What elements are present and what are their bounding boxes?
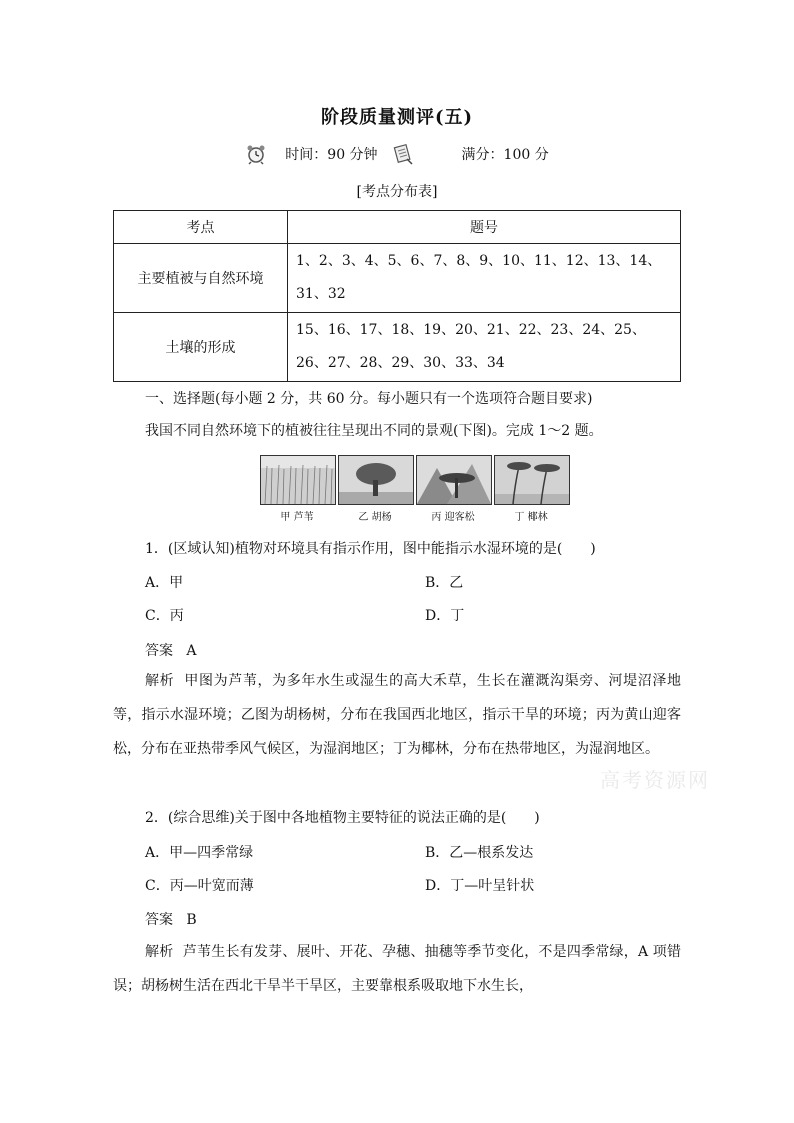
reed-photo — [260, 455, 336, 505]
distribution-title: [考点分布表] — [356, 184, 438, 200]
watermark: 高考资源网 — [600, 768, 710, 792]
row-questions: 15、16、17、18、19、20、21、22、23、24、25、26、27、28、29、30、33、34 — [288, 313, 681, 382]
distribution-table — [113, 210, 681, 382]
answer-label: 答案 — [145, 912, 173, 928]
full-score: 满分：100 分 — [461, 147, 549, 163]
q2-option-d: D．丁—叶呈针状 — [425, 878, 535, 894]
table-header-row — [114, 211, 681, 244]
answer-value: B — [186, 912, 197, 928]
pine-photo — [416, 455, 492, 505]
q2-option-a: A．甲—四季常绿 — [145, 845, 254, 861]
exam-meta — [0, 143, 794, 165]
answer-value: A — [186, 643, 197, 659]
header-questions: 题号 — [288, 211, 681, 244]
q2-analysis — [113, 935, 681, 1003]
exam-paper-icon — [392, 143, 414, 165]
section-heading: 一、选择题(每小题 2 分，共 60 分。每小题只有一个选项符合题目要求) — [145, 391, 593, 407]
analysis-text: 芦苇生长有发芽、展叶、开花、孕穗、抽穗等季节变化，不是四季常绿，A 项错误；胡杨树生活在西北干旱半干旱区，主要靠根系吸取地下水生长， — [113, 944, 682, 994]
photo-caption: 甲 芦苇 — [280, 512, 314, 523]
q1-answer — [145, 640, 196, 660]
intro-text: 我国不同自然环境下的植被往往呈现出不同的景观(下图)。完成 1～2 题。 — [145, 423, 603, 439]
q1-option-c: C．丙 — [145, 608, 184, 624]
row-point: 土壤的形成 — [114, 313, 288, 382]
photo-caption: 乙 胡杨 — [358, 512, 392, 523]
poplar-photo — [338, 455, 414, 505]
q1-option-d: D．丁 — [425, 608, 465, 624]
header-point: 考点 — [114, 211, 288, 244]
row-point: 主要植被与自然环境 — [114, 244, 288, 313]
analysis-label: 解析 — [145, 673, 175, 689]
answer-label: 答案 — [145, 643, 173, 659]
q2-option-b: B．乙—根系发达 — [425, 845, 534, 861]
analysis-text: 甲图为芦苇，为多年水生或湿生的高大禾草，生长在灌溉沟渠旁、河堤沼泽地等，指示水湿环境；乙图为胡杨树，分布在我国西北地区，指示干旱的环境；丙为黄山迎客松，分布在亚热带季风气候区，为湿润地区；丁为椰林，分布在热带地区，为湿润地区。 — [113, 673, 682, 757]
photo-caption: 丙 迎客松 — [431, 512, 475, 523]
q1-analysis — [113, 664, 681, 766]
analysis-label: 解析 — [145, 944, 174, 960]
question-2-stem: 2．(综合思维)关于图中各地植物主要特征的说法正确的是( ) — [145, 810, 540, 826]
vegetation-photos — [260, 455, 580, 521]
q1-option-a: A．甲 — [145, 575, 184, 591]
alarm-clock-icon — [245, 143, 267, 165]
q2-option-c: C．丙—叶宽而薄 — [145, 878, 254, 894]
q1-option-b: B．乙 — [425, 575, 464, 591]
time-limit: 时间：90 分钟 — [285, 147, 378, 163]
coconut-photo — [494, 455, 570, 505]
table-row — [114, 244, 681, 313]
question-1-stem: 1．(区域认知)植物对环境具有指示作用，图中能指示水湿环境的是( ) — [145, 541, 596, 557]
q2-answer — [145, 909, 197, 929]
page-title: 阶段质量测评(五) — [320, 107, 474, 128]
photo-caption: 丁 椰林 — [514, 512, 548, 523]
row-questions: 1、2、3、4、5、6、7、8、9、10、11、12、13、14、31、32 — [288, 244, 681, 313]
table-row — [114, 313, 681, 382]
